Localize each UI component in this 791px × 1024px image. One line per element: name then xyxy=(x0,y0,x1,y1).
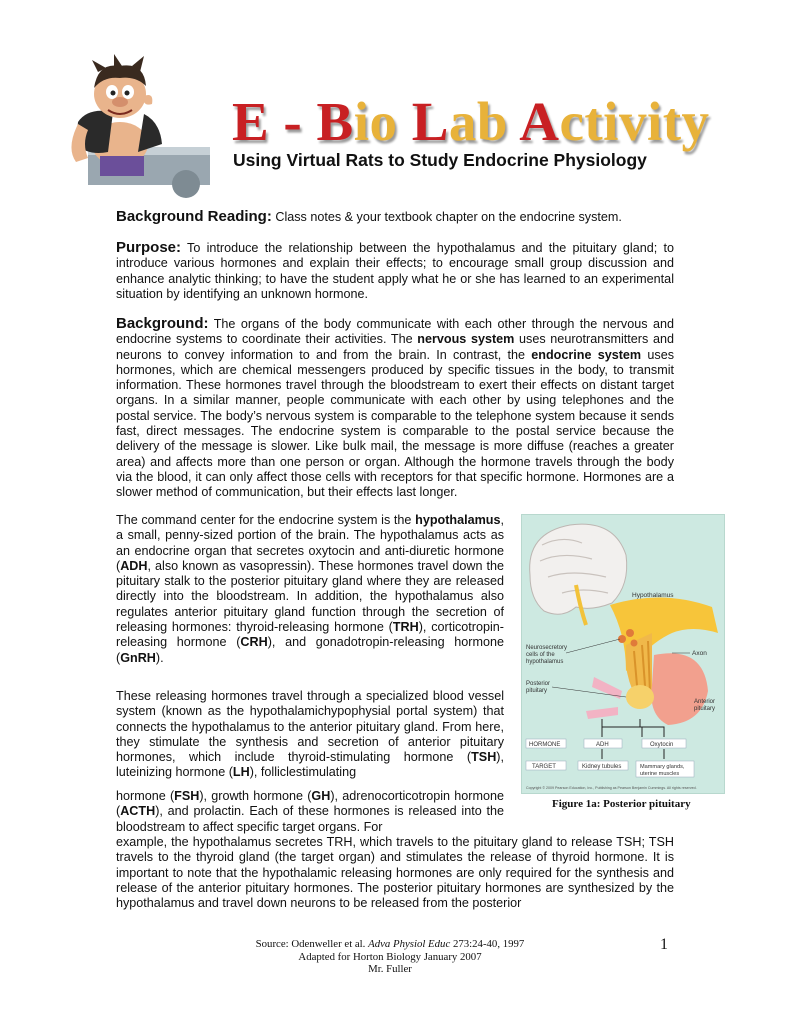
figure-caption: Figure 1a: Posterior pituitary xyxy=(552,798,691,810)
background-label: Background: xyxy=(116,315,209,332)
background-reading-paragraph xyxy=(116,209,674,225)
footer-adapted-line: Adapted for Horton Biology January 2007 xyxy=(298,950,482,963)
endocrine-system-term: endocrine system xyxy=(531,347,642,362)
mammary-label-2: uterine muscles xyxy=(640,771,680,777)
footer-source-line: Source: Odenweller et al. Adva Physiol Educ 273:24-40, 1997 xyxy=(255,938,525,950)
footer-author-line: Mr. Fuller xyxy=(368,963,412,975)
command-center-paragraph: The command center for the endocrine system is the hypothalamus, a small, penny-sized portion of the brain. The hypothalamus acts as an endocrine organ that secretes oxytocin and anti-diuretic hormone (ADH, also known as vasopressin). These hormones travel down the pituitary stalk to the posterior pituitary gland where they are released directly into the bloodstream. In addition, the hypothalamus also regulates anterior pituitary gland function through the secretion of releasing hormones: thyroid-releasing hormone (TRH), corticotropin-releasing hormone (CRH), and gonadotropin-releasing hormone (GnRH). xyxy=(116,513,505,665)
neurosecretory-label-1: Neurosecretory xyxy=(526,645,568,651)
releasing-hormones-continued: hormone (FSH), growth hormone (GH), adrenocorticotropin hormone (ACTH), and prolactin. Each of these hormones is released into the bloodstream to affect specific target organs. For xyxy=(116,789,504,834)
mammary-label-1: Mammary glands, xyxy=(640,764,685,770)
background-paragraph: Background: The organs of the body communicate with each other through the nervous and endocrine systems to coordinate their activities. The nervous system uses neurotransmitters and neurons to convey information to and from the brain. In contrast, the endocrine system uses hormones, which are chemical messengers produced by specific tissues in the body, to transmit information. These hormones travel through the bloodstream to exert their effects on distant target organs. In a similar manner, people communicate with each other by using telephones and the postal service. The body’s nervous system is comparable to the telephone system because it sends fast, direct messages. The endocrine system is comparable to the postal service because the delivery of the message is slower. Like bulk mail, the message is more diffuse (reaches a greater area) and affects more than one person or organ. Although the hormone travels through the body via the blood, it can only affect those cells with receptors for that specific hormone. Hormones are a slower method of communication, but their effects last longer. xyxy=(116,315,674,500)
document-subtitle: Using Virtual Rats to Study Endocrine Physiology xyxy=(233,150,647,170)
page-number: 1 xyxy=(660,936,668,953)
neurosecretory-label-2: cells of the xyxy=(526,652,555,658)
posterior-pituitary-label-1: Posterior xyxy=(526,681,551,687)
axon-label: Axon xyxy=(692,650,707,657)
nervous-system-term: nervous system xyxy=(417,332,515,347)
purpose-paragraph xyxy=(116,240,674,302)
page-footer xyxy=(200,938,580,976)
neurosecretory-label-3: hypothalamus xyxy=(526,659,564,665)
mascot-cartoon xyxy=(58,52,210,202)
purpose-label: Purpose: xyxy=(116,239,182,256)
example-paragraph: example, the hypothalamus secretes TRH, which travels to the pituitary gland to release TSH; TSH travels to the thyroid gland (the target organ) and stimulates the release of thyroid hormone. It is important to note that the hypothalamic releasing hormones are only required for the synthesis and release of the anterior pituitary hormones. The posterior pituitary hormones are synthesized by the hypothalamus and travel down neurons to be released from the posterior xyxy=(116,835,674,911)
anterior-pituitary-label-2: pituitary xyxy=(694,706,716,712)
posterior-pituitary-figure xyxy=(521,514,725,794)
oxytocin-label: Oxytocin xyxy=(650,742,674,748)
kidney-tubules-label: Kidney tubules xyxy=(582,764,622,770)
adh-label: ADH xyxy=(596,742,609,748)
purpose-text: To introduce the relationship between the hypothalamus and the pituitary gland; to introduce various hormones and explain their effects; to encourage small group discussion and enhance analytic thinking; to have the student apply what he or she has learned to an experimental situation by identifying an unknown hormone. xyxy=(116,241,674,301)
releasing-hormones-paragraph: These releasing hormones travel through a specialized blood vessel system (known as the hypothalamichypophysial portal system) that connects the hypothalamus to the anterior pituitary gland. From here, they stimulate the synthesis and secretion of anterior pituitary hormones, which include thyroid-stimulating hormone (TSH), luteinizing hormone (LH), folliclestimulating xyxy=(116,689,504,780)
hypothalamus-label: Hypothalamus xyxy=(632,592,674,599)
anterior-pituitary-label-1: Anterior xyxy=(694,699,716,705)
figure-copyright: Copyright © 2009 Pearson Education, Inc., Publishing as Pearson Benjamin Cummings. All rights reserved. xyxy=(526,786,697,790)
target-row-label: TARGET xyxy=(532,764,556,770)
hormone-row-label: HORMONE xyxy=(529,742,561,748)
posterior-pituitary-label-2: pituitary xyxy=(526,688,548,694)
activity-title-logo: E - Bio Lab Activity xyxy=(232,91,710,152)
background-reading-label: Background Reading: xyxy=(116,208,272,225)
background-reading-text: Class notes & your textbook chapter on the endocrine system. xyxy=(271,210,622,224)
